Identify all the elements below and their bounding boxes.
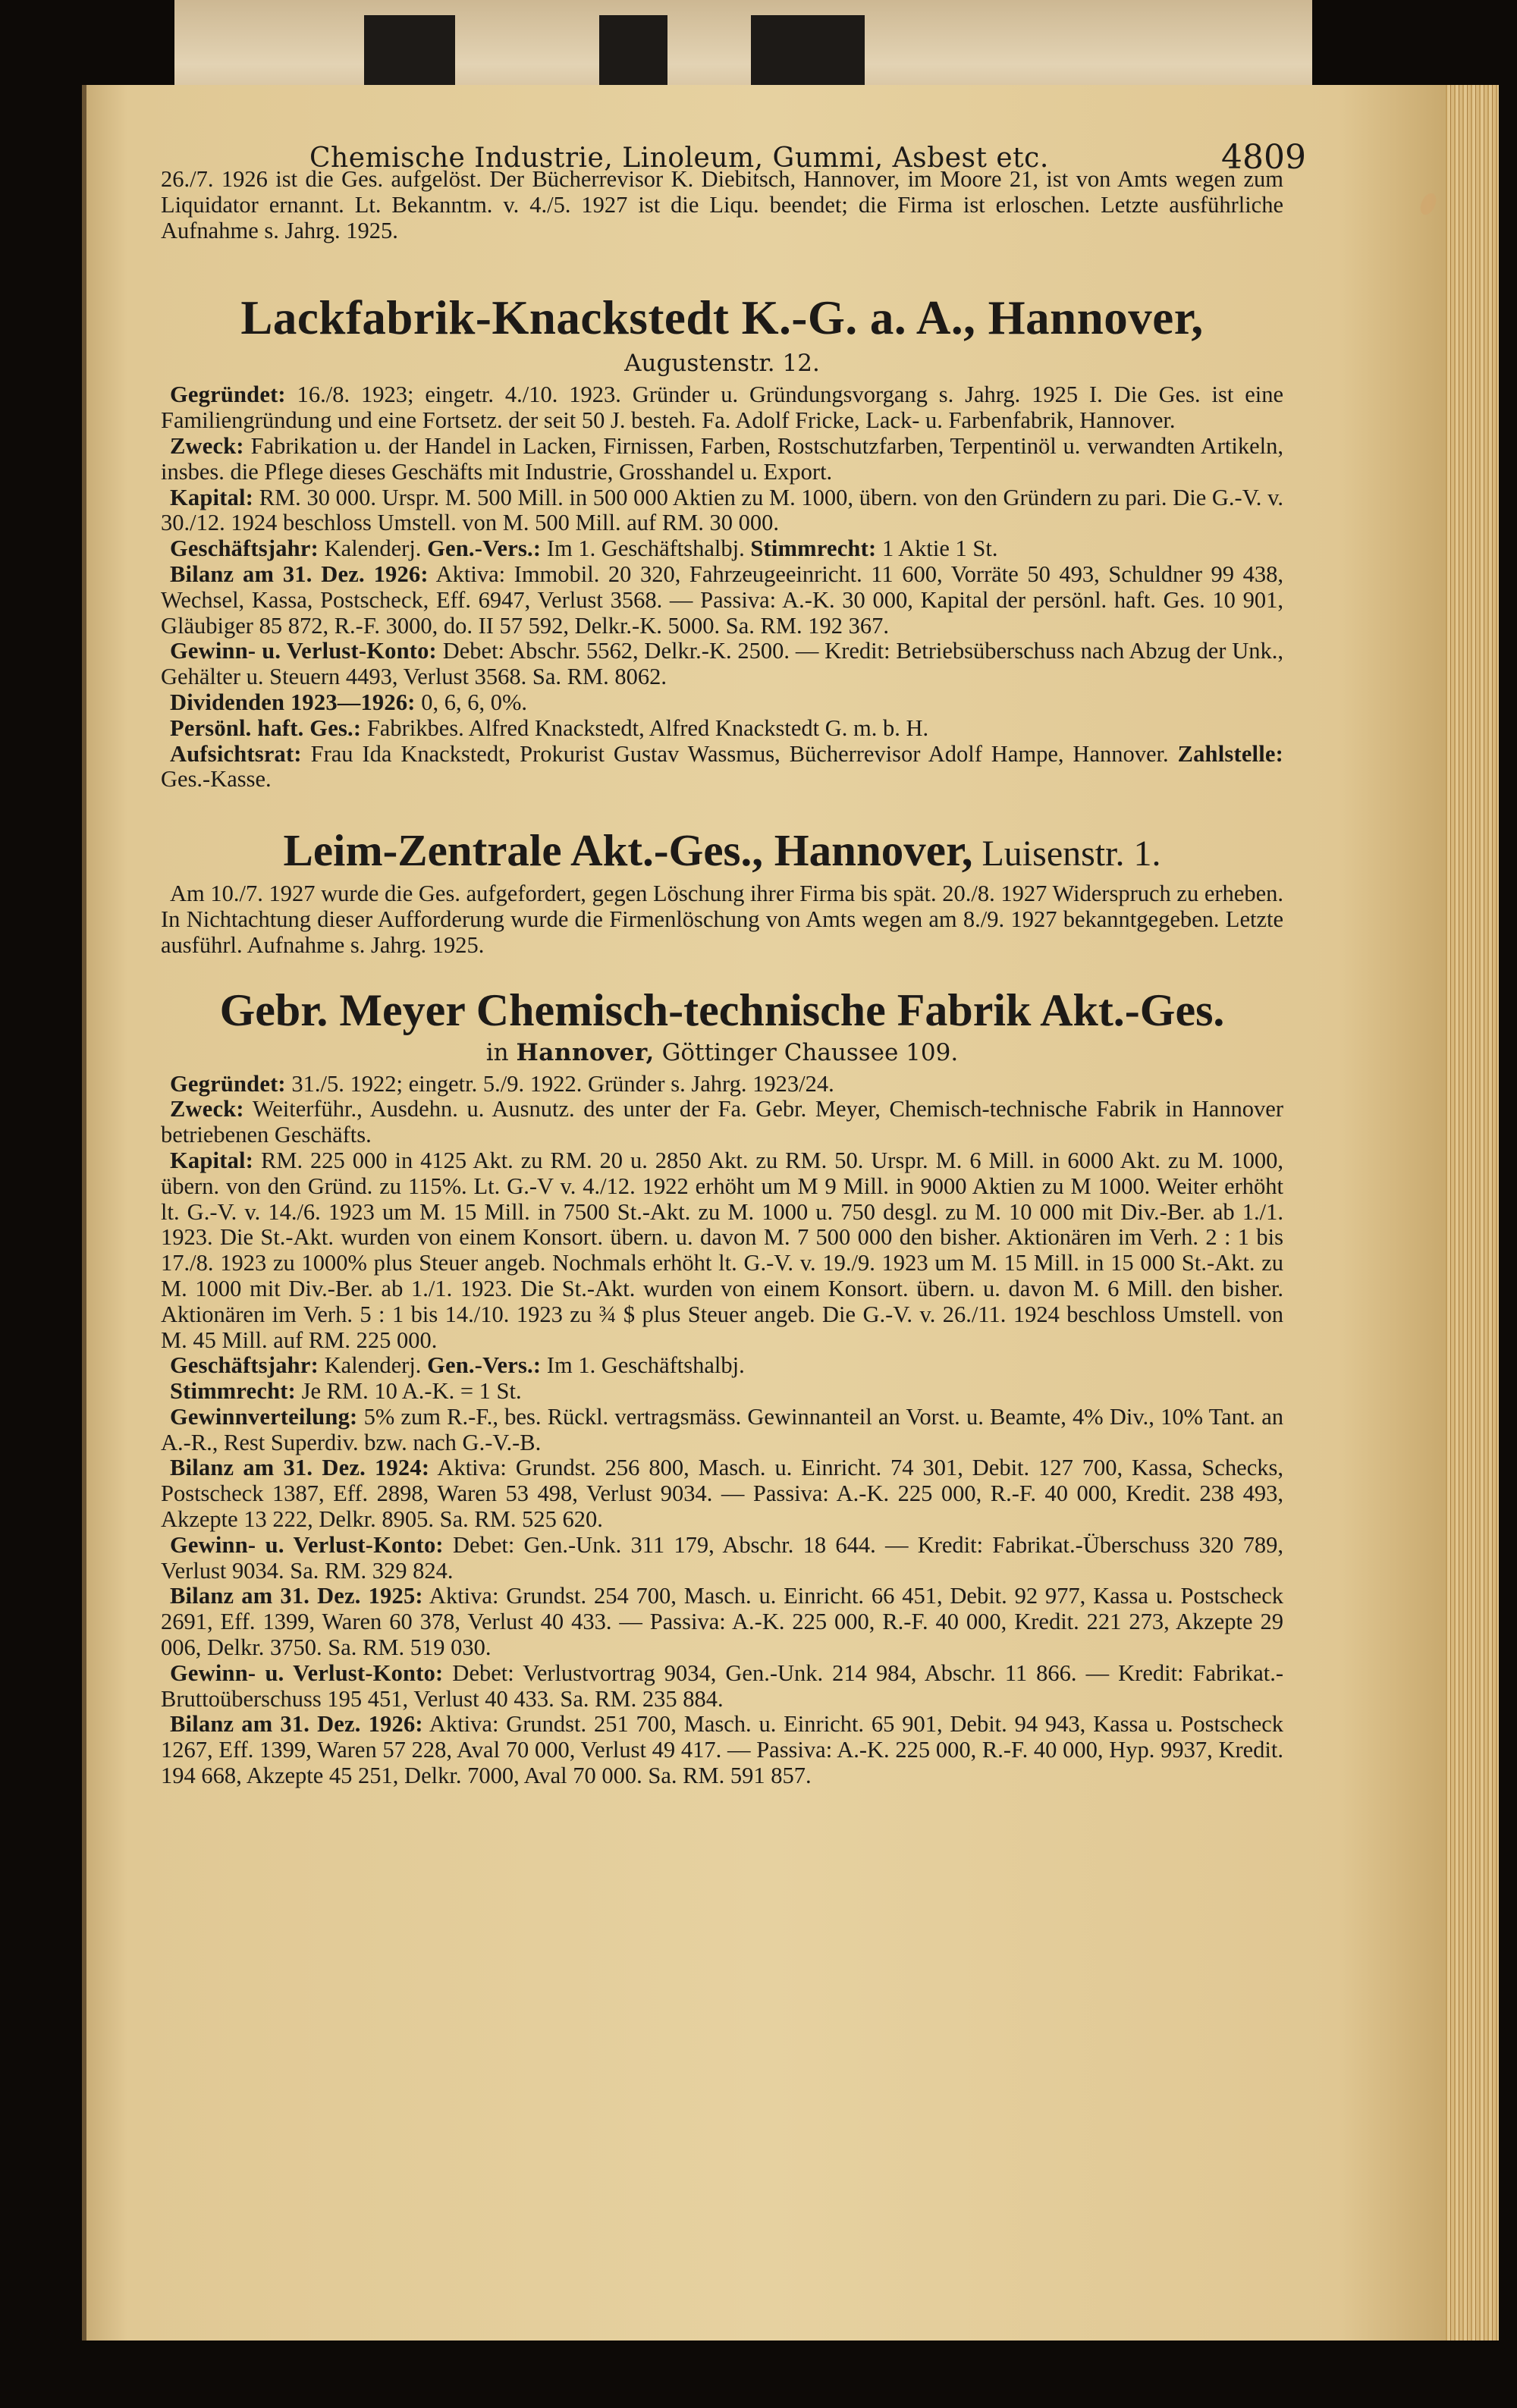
lack-bilanz-1926: Bilanz am 31. Dez. 1926: Aktiva: Immobil. 20 320, Fahrzeugeeinricht. 11 600, Vorräte 50 493, Schuldner 99 438, Wechsel, Kassa, Postscheck, Eff. 6947, Verlust 3568. — Passiva: A.-K. 30 000, Kapital der persönl. haft. Ges. 10 901, Gläubiger 85 872, R.-F. 3000, do. II 57 592, Delkr.-K. 5000. Sa. RM. 192 367.	[161, 560, 1283, 639]
meyer-geschaeftsjahr: Geschäftsjahr: Kalenderj. Gen.-Vers.: Im 1. Geschäftshalbj.	[170, 1352, 745, 1379]
leim-paragraph: Am 10./7. 1927 wurde die Ges. aufgefordert, gegen Löschung ihrer Firma bis spät. 20./8. 1927 Widerspruch zu erheben. In Nichtachtung dieser Aufforderung wurde die Firmenlöschung von Amts wegen am 8./9. 1927 bekanntgegeben. Letzte ausführl. Aufnahme s. Jahrg. 1925.	[161, 881, 1283, 958]
meyer-stimmrecht: Stimmrecht: Je RM. 10 A.-K. = 1 St.	[170, 1378, 522, 1405]
lack-dividenden: Dividenden 1923—1926: 0, 6, 6, 0%.	[170, 689, 528, 715]
lack-aufsichtsrat: Aufsichtsrat: Frau Ida Knackstedt, Prokurist Gustav Wassmus, Bücherrevisor Adolf Hampe, Hannover. Zahlstelle: Ges.-Kasse.	[161, 740, 1283, 793]
page-edges	[1446, 85, 1499, 2341]
page-number: 4809	[1221, 138, 1306, 177]
lack-gegruendet: Gegründet: 16./8. 1923; eingetr. 4./10. 1923. Gründer u. Gründungsvorgang s. Jahrg. 1925 I. Die Ges. ist eine Familiengründung und eine Fortsetz. der seit 50 J. besteh. Fa. Adolf Fricke, Lack- u. Farbenfabrik, Hannover.	[161, 381, 1283, 434]
lack-geschaeftsjahr: Geschäftsjahr: Kalenderj. Gen.-Vers.: Im 1. Geschäftshalbj. Stimmrecht: 1 Aktie 1 St.	[170, 535, 998, 562]
page-content	[161, 106, 1306, 1789]
meyer-gewinnverteilung: Gewinnverteilung: 5% zum R.-F., bes. Rückl. vertragsmäss. Gewinnanteil an Vorst. u. Beamte, 4% Div., 10% Tant. an A.-R., Rest Superdiv. bzw. nach G.-V.-B.	[161, 1403, 1283, 1455]
header-title: Chemische Industrie, Linoleum, Gummi, Asbest etc.	[309, 143, 1049, 174]
meyer-zweck: Zweck: Weiterführ., Ausdehn. u. Ausnutz. des unter der Fa. Gebr. Meyer, Chemisch-technische Fabrik in Hannover betriebenen Geschäfts.	[161, 1096, 1283, 1148]
lack-persoenl-haft: Persönl. haft. Ges.: Fabrikbes. Alfred Knackstedt, Alfred Knackstedt G. m. b. H.	[170, 714, 929, 741]
running-header	[161, 106, 1306, 177]
intro-paragraph: 26./7. 1926 ist die Ges. aufgelöst. Der Bücherrevisor K. Diebitsch, Hannover, im Moore 21, ist von Amts wegen zum Liquidator ernannt. Lt. Bekanntm. v. 4./5. 1927 ist die Liqu. beendet; die Firma ist erloschen. Letzte ausführliche Aufnahme s. Jahrg. 1925.	[161, 166, 1283, 243]
lack-kapital: Kapital: RM. 30 000. Urspr. M. 500 Mill. in 500 000 Aktien zu M. 1000, übern. von den Gründern zu pari. Die G.-V. v. 30./12. 1924 beschloss Umstell. von M. 500 Mill. auf RM. 30 000.	[161, 484, 1283, 536]
meyer-kapital: Kapital: RM. 225 000 in 4125 Akt. zu RM. 20 u. 2850 Akt. zu RM. 50. Urspr. M. 6 Mill. in 6000 Akt. zu M. 1000, übern. von den Gründ. zu 115%. Lt. G.-V v. 4./12. 1922 erhöht um M 9 Mill. in 9000 Aktien zu M 1000. Weiter erhöht lt. G.-V. v. 14./6. 1923 um M. 15 Mill. in 7500 St.-Akt. zu M. 1000 u. 750 desgl. zu M. 10 000 mit Div.-Ber. ab 1./1. 1923. Die St.-Akt. wurden von einem Konsort. übern. u. davon M. 7 500 000 den bisher. Aktionären im Verh. 2 : 1 bis 17./8. 1923 zu 1000% plus Steuer angeb. Nochmals erhöht lt. G.-V. v. 19./9. 1923 um M. 15 Mill. in 15 000 St.-Akt. zu M. 1000 mit Div.-Ber. ab 1./1. 1923. Die St.-Akt. wurden von einem Konsort. übern. u. davon M. 6 Mill. den bisher. Aktionären im Verh. 5 : 1 bis 14./10. 1923 zu ¾ $ plus Steuer angeb. Die G.-V. v. 26./11. 1924 beschloss Umstell. von M. 45 Mill. auf RM. 225 000.	[161, 1147, 1283, 1353]
meyer-bilanz-1926: Bilanz am 31. Dez. 1926: Aktiva: Grundst. 251 700, Masch. u. Einricht. 65 901, Debit. 94 943, Kassa u. Postscheck 1267, Eff. 1399, Waren 57 228, Aval 70 000, Verlust 49 417. — Passiva: A.-K. 225 000, R.-F. 40 000, Hyp. 9937, Kredit. 194 668, Akzepte 45 251, Delkr. 7000, Aval 70 000. Sa. RM. 591 857.	[161, 1711, 1283, 1789]
lack-address: Augustenstr. 12.	[624, 350, 820, 378]
lack-title: Lackfabrik-Knackstedt K.-G. a. A., Hannover,	[240, 291, 1204, 345]
leim-title: Leim-Zentrale Akt.-Ges., Hannover, Luisenstr. 1.	[283, 825, 1161, 876]
meyer-subtitle: in Hannover, Göttinger Chaussee 109.	[485, 1038, 959, 1066]
lack-gewinn-verlust: Gewinn- u. Verlust-Konto: Debet: Abschr. 5562, Delkr.-K. 2500. — Kredit: Betriebsüberschuss nach Abzug der Unk., Gehälter u. Steuern 4493, Verlust 3568. Sa. RM. 8062.	[161, 638, 1283, 690]
lack-zweck: Zweck: Fabrikation u. der Handel in Lacken, Firnissen, Farben, Rostschutzfarben, Terpentinöl u. verwandten Artikeln, insbes. die Pflege dieses Geschäfts mit Industrie, Grosshandel u. Export.	[161, 432, 1283, 485]
meyer-gegruendet: Gegründet: 31./5. 1922; eingetr. 5./9. 1922. Gründer s. Jahrg. 1923/24.	[170, 1070, 834, 1097]
meyer-gewinn-verlust-1924: Gewinn- u. Verlust-Konto: Debet: Gen.-Unk. 311 179, Abschr. 18 644. — Kredit: Fabrikat.-Überschuss 320 789, Verlust 9034. Sa. RM. 329 824.	[161, 1531, 1283, 1584]
meyer-bilanz-1924: Bilanz am 31. Dez. 1924: Aktiva: Grundst. 256 800, Masch. u. Einricht. 74 301, Debit. 127 700, Kassa, Schecks, Postscheck 1387, Eff. 2898, Waren 53 498, Verlust 9034. — Passiva: A.-K. 225 000, R.-F. 40 000, Kredit. 238 493, Akzepte 13 222, Delkr. 8905. Sa. RM. 525 620.	[161, 1455, 1283, 1533]
meyer-gewinn-verlust-1925: Gewinn- u. Verlust-Konto: Debet: Verlustvortrag 9034, Gen.-Unk. 214 984, Abschr. 11 866. — Kredit: Fabrikat.-Bruttoüberschuss 195 451, Verlust 40 433. Sa. RM. 235 884.	[161, 1659, 1283, 1712]
meyer-title: Gebr. Meyer Chemisch-technische Fabrik Akt.-Ges.	[219, 984, 1225, 1035]
meyer-bilanz-1925: Bilanz am 31. Dez. 1925: Aktiva: Grundst. 254 700, Masch. u. Einricht. 66 451, Debit. 92 977, Kassa u. Postscheck 2691, Eff. 1399, Waren 60 378, Verlust 40 433. — Passiva: A.-K. 225 000, R.-F. 40 000, Kredit. 221 273, Akzepte 29 006, Delkr. 3750. Sa. RM. 519 030.	[161, 1583, 1283, 1661]
